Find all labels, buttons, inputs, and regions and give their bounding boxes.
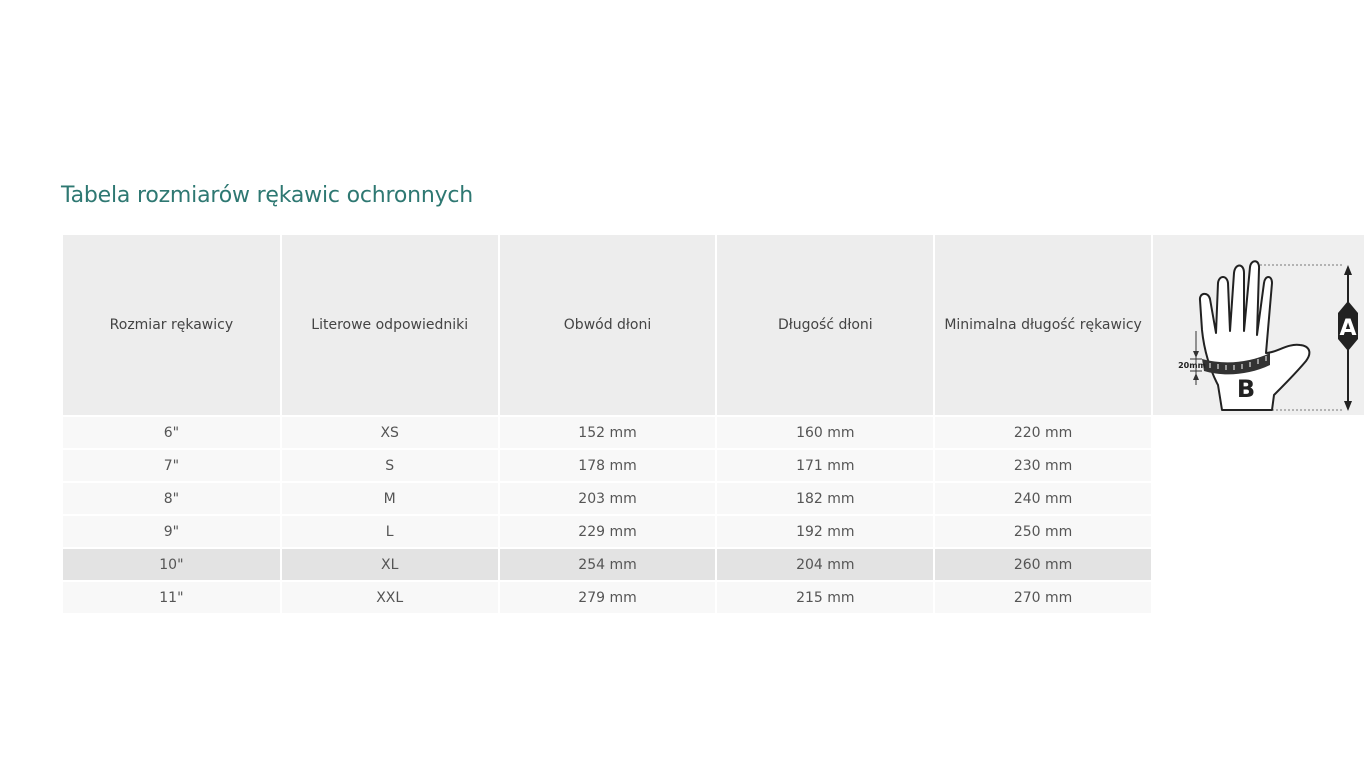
cell-hand-circumference: 152 mm (500, 417, 716, 448)
cell-hand-length: 160 mm (717, 417, 933, 448)
cell-min-glove-length: 230 mm (935, 450, 1151, 481)
label-b: B (1236, 375, 1255, 403)
table-row-highlighted (63, 549, 1364, 580)
cell-glove-size: 7" (63, 450, 280, 481)
table-row (63, 582, 1364, 613)
cell-letter-size: L (282, 516, 498, 547)
size-table (61, 233, 1366, 615)
cell-glove-size: 8" (63, 483, 280, 514)
page-title: Tabela rozmiarów rękawic ochronnych (61, 183, 474, 208)
table-header-row (63, 235, 1364, 415)
cell-hand-length: 215 mm (717, 582, 933, 613)
cell-letter-size: XS (282, 417, 498, 448)
cell-hand-length: 182 mm (717, 483, 933, 514)
table-row (63, 516, 1364, 547)
hand-measurement-diagram (1164, 235, 1357, 415)
header-letter-size: Literowe odpowiedniki (282, 235, 498, 415)
label-20mm: 20mm (1177, 361, 1206, 370)
header-hand-length: Długość dłoni (717, 235, 933, 415)
header-hand-circumference: Obwód dłoni (500, 235, 716, 415)
cell-glove-size: 6" (63, 417, 280, 448)
cell-hand-circumference: 178 mm (500, 450, 716, 481)
cell-hand-circumference: 229 mm (500, 516, 716, 547)
table-row (63, 483, 1364, 514)
cell-glove-size: 9" (63, 516, 280, 547)
cell-min-glove-length: 260 mm (935, 549, 1151, 580)
cell-letter-size: M (282, 483, 498, 514)
cell-hand-circumference: 279 mm (500, 582, 716, 613)
cell-hand-length: 192 mm (717, 516, 933, 547)
cell-hand-circumference: 203 mm (500, 483, 716, 514)
header-min-glove-length: Minimalna długość rękawicy (935, 235, 1151, 415)
cell-letter-size: XXL (282, 582, 498, 613)
cell-min-glove-length: 240 mm (935, 483, 1151, 514)
cell-letter-size: XL (282, 549, 498, 580)
cell-min-glove-length: 270 mm (935, 582, 1151, 613)
cell-hand-circumference: 254 mm (500, 549, 716, 580)
table-row (63, 417, 1364, 448)
cell-glove-size: 11" (63, 582, 280, 613)
label-a: A (1338, 316, 1357, 341)
cell-min-glove-length: 250 mm (935, 516, 1151, 547)
cell-min-glove-length: 220 mm (935, 417, 1151, 448)
cell-hand-length: 171 mm (717, 450, 933, 481)
header-glove-size: Rozmiar rękawicy (63, 235, 280, 415)
cell-letter-size: S (282, 450, 498, 481)
table-row (63, 450, 1364, 481)
cell-hand-length: 204 mm (717, 549, 933, 580)
hand-diagram-cell (1153, 235, 1364, 415)
cell-glove-size: 10" (63, 549, 280, 580)
